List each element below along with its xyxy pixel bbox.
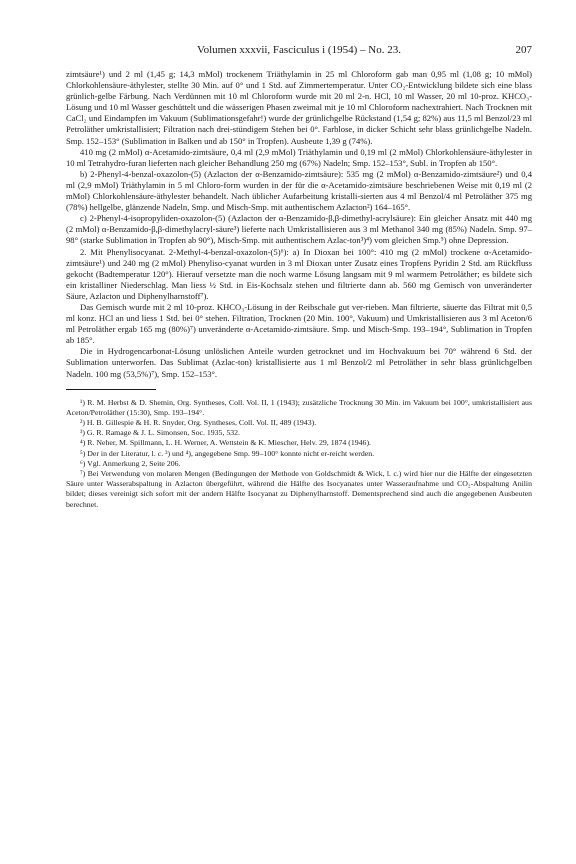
footnotes [66,398,532,510]
paragraph: Das Gemisch wurde mit 2 ml 10-proz. KHCO₃-Lösung in der Reibschale gut ver-rieben. Man filtrierte, säuerte das Filtrat mit 0,5 ml konz. HCl an und liess 1 Std. bei 0° stehen. Filtration, Trocknen (20 Min. 100°, Vakuum) und Umkristallisieren aus 3 ml Aceton/6 ml Petroläther ergab 165 mg (80%)⁷) unveränderte α-Acetamido-zimtsäure. Smp. und Misch-Smp. 193–194°, Sublimation in Tropfen ab 185°. [66,301,532,346]
footnote: ³) G. R. Ramage & J. L. Simonsen, Soc. 1935, 532. [80,428,240,438]
footnote: ⁵) Der in der Literatur, l. c. ³) und ⁴), angegebene Smp. 99–100° konnte nicht er-reicht werden. [80,448,375,458]
paragraph: zimtsäure¹) und 2 ml (1,45 g; 14,3 mMol) trockenem Triäthylamin in 25 ml Chloroform gab man 0,95 ml (1,08 g; 10 mMol) Chlorkohlensäure-äthylester, stellte 30 Min. auf 0° und 1 Std. auf Zimmertemperatur. Unter CO₂-Entwicklung bildete sich eine blass grünlich-gelbe Färbung. Nach Verdünnen mit 10 ml Chloroform wurde mit 20 ml 2-n. HCl, 10 ml Wasser, 20 ml 10-proz. KHCO₃-Lösung und 10 ml Wasser geschüttelt und die wässerigen Phasen zweimal mit je 10 ml Chloroform nachextrahiert. Nach Trocknen mit CaCl₂ und Eindampfen im Vakuum (Sublimationsgefahr!) wurde der grünlichgelbe Rückstand (1,54 g; 82%) aus 11,5 ml Benzol/23 ml Petroläther umkristallisiert; Filtration nach drei-stündigem Stehen bei 0°. Farblose, in dicker Schicht sehr blass grünlichgelbe Nadeln. Smp. 152–153° (Sublimation in Balken und ab 150° in Tropfen). Ausbeute 1,39 g (74%). [66,69,532,146]
running-title: Volumen xxxvii, Fasciculus i (1954) – No. 23. [197,44,401,56]
footnote: ⁴) R. Neher, M. Spillmann, L. H. Werner, A. Wettstein & K. Miescher, Helv. 29, 1874 (1946). [80,438,371,448]
page-number: 207 [515,44,532,56]
paragraph: Die in Hydrogencarbonat-Lösung unlöslichen Anteile wurden getrocknet und im Hochvakuum bei 70° während 6 Std. der Sublimation unterworfen. Das Sublimat (Azlac-ton) kristallisierte aus 1 ml Benzol/2 ml Petroläther in sehr blass grünlichgelben Nadeln. 100 mg (53,5%)⁷), Smp. 152–153°. [66,346,532,379]
paragraph: c) 2-Phenyl-4-isopropyliden-oxazolon-(5) (Azlacton der α-Benzamido-β,β-dimethyl-acrylsäure): Ein gleicher Ansatz mit 440 mg (2 mMol) α-Benzamido-β,β-dimethylacryl-säure³) lieferte nach Umkristallisieren aus 3 ml Methanol 340 mg (85%) Nadeln. Smp. 97–98° (starke Sublimation in Tropfen ab 90°), Misch-Smp. mit authentischem Azlac-ton³)⁴) vom gleichen Smp.⁵) ohne Depression. [66,213,532,246]
paragraph: 410 mg (2 mMol) α-Acetamido-zimtsäure, 0,4 ml (2,9 mMol) Triäthylamin und 0,19 ml (2 mMol) Chlorkohlensäure-äthylester in 10 ml Tetrahydro-furan lieferten nach gleicher Behandlung 250 mg (67%) Nadeln; Smp. 152–153°, Subl. in Tropfen ab 150°. [66,146,532,168]
footnote: ⁶) Vgl. Anmerkung 2, Seite 206. [80,458,181,468]
paragraph: b) 2-Phenyl-4-benzal-oxazolon-(5) (Azlacton der α-Benzamido-zimtsäure): 535 mg (2 mMol) α-Benzamido-zimtsäure²) und 0,4 ml (2,9 mMol) Triäthylamin in 5 ml Chloro-form wurden in der für die α-Acetamido-zimtsäure beschriebenen Weise mit 0,19 ml (2 mMol) Chlorkohlensäure-äthylester behandelt. Nach üblicher Aufarbeitung kristalli-sierten aus 4 ml Benzol/4 ml Petroläther 375 mg (78%) hellgelbe, glänzende Nadeln, Smp. und Misch-Smp. mit authentischem Azlacton²) 164–165°. [66,168,532,213]
main-text [66,69,532,380]
footnote: ⁷) Bei Verwendung von molaren Mengen (Bedingungen der Methode von Goldschmidt & Wick, l. c.) wird hier nur die Hälfte der eingesetzten Säure unter Wasserabspaltung in Azlacton übergeführt, während die Hälfte des Isocyanates unter Wasseraufnahme und CO₂-Abspaltung Anilin bildet; dieses vereinigt sich sofort mit der andern Hälfte Isocyanat zu Diphenylharnstoff. Dementsprechend sind auch die angegebenen Ausbeuten berechnet. [66,469,532,509]
paragraph: 2. Mit Phenylisocyanat. 2-Methyl-4-benzal-oxazolon-(5)⁶): a) In Dioxan bei 100°: 410 mg (2 mMol) trockene α-Acetamido-zimtsäure¹) und 240 mg (2 mMol) Phenyliso-cyanat wurden in 3 ml Dioxan unter Zusatz eines Tropfens Pyridin 2 Std. am Rückfluss gekocht (Badtemperatur 120°). Hierauf versetzte man die noch warme Lösung langsam mit 9 ml warmem Petroläther; es bildete sich ein kristalliner Niederschlag. Man liess ½ Std. in Eis-Kochsalz stehen und filtrierte dann ab. 560 mg Gemisch von unveränderter Säure, Azlacton und Diphenylharnstoff⁷). [66,246,532,301]
footnote: ¹) R. M. Herbst & D. Shemin, Org. Syntheses, Coll. Vol. II, 1 (1943); zusätzliche Trocknung 30 Min. im Vakuum bei 100°, umkristallisiert aus Aceton/Petroläther (15:30), Smp. 193–194°. [66,397,532,417]
footnote-divider [66,389,156,390]
running-header [66,44,532,60]
footnote: ²) H. B. Gillespie & H. R. Snyder, Org. Syntheses, Coll. Vol. II, 489 (1943). [80,418,317,428]
